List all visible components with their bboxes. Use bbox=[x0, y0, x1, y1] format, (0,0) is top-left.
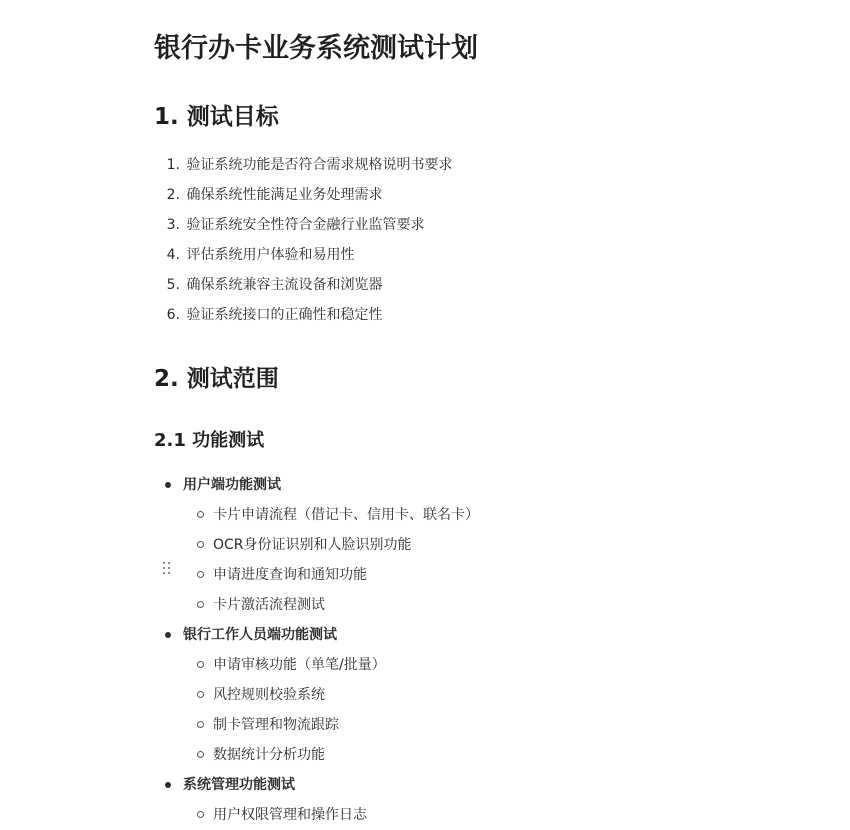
hollow-bullet-icon bbox=[197, 691, 204, 698]
hollow-bullet-icon bbox=[197, 811, 204, 818]
section-heading-scope: 2. 测试范围 bbox=[154, 366, 279, 392]
list-item: 申请进度查询和通知功能 bbox=[154, 560, 479, 590]
hollow-bullet-icon bbox=[197, 601, 204, 608]
list-item: OCR身份证识别和人脸识别功能 bbox=[154, 530, 479, 560]
list-item: 申请审核功能（单笔/批量） bbox=[154, 650, 479, 680]
hollow-bullet-icon bbox=[197, 721, 204, 728]
list-item: 4. 评估系统用户体验和易用性 bbox=[166, 247, 355, 263]
list-item: 数据统计分析功能 bbox=[154, 740, 479, 770]
list-item: 2. 确保系统性能满足业务处理需求 bbox=[166, 187, 383, 203]
hollow-bullet-icon bbox=[197, 661, 204, 668]
list-item: 1. 验证系统功能是否符合需求规格说明书要求 bbox=[166, 157, 453, 173]
list-item-group: 系统管理功能测试 bbox=[154, 770, 479, 800]
hollow-bullet-icon bbox=[197, 751, 204, 758]
functional-test-list bbox=[154, 470, 479, 830]
list-item: 3. 验证系统安全性符合金融行业监管要求 bbox=[166, 217, 425, 233]
list-item: 5. 确保系统兼容主流设备和浏览器 bbox=[166, 277, 383, 293]
list-item: 卡片申请流程（借记卡、信用卡、联名卡） bbox=[154, 500, 479, 530]
bullet-icon bbox=[165, 632, 171, 638]
bullet-icon bbox=[165, 482, 171, 488]
drag-handle-icon[interactable] bbox=[162, 561, 172, 575]
list-item-group: 用户端功能测试 bbox=[154, 470, 479, 500]
section-heading-goals: 1. 测试目标 bbox=[154, 104, 279, 130]
subsection-heading-functional: 2.1 功能测试 bbox=[154, 430, 265, 451]
list-item: 制卡管理和物流跟踪 bbox=[154, 710, 479, 740]
list-item-group: 银行工作人员端功能测试 bbox=[154, 620, 479, 650]
page-title: 银行办卡业务系统测试计划 bbox=[154, 33, 478, 64]
list-item: 6. 验证系统接口的正确性和稳定性 bbox=[166, 307, 383, 323]
hollow-bullet-icon bbox=[197, 571, 204, 578]
hollow-bullet-icon bbox=[197, 511, 204, 518]
hollow-bullet-icon bbox=[197, 541, 204, 548]
goals-list bbox=[154, 150, 452, 330]
list-item: 用户权限管理和操作日志 bbox=[154, 800, 479, 830]
bullet-icon bbox=[165, 782, 171, 788]
list-item: 卡片激活流程测试 bbox=[154, 590, 479, 620]
list-item: 风控规则校验系统 bbox=[154, 680, 479, 710]
